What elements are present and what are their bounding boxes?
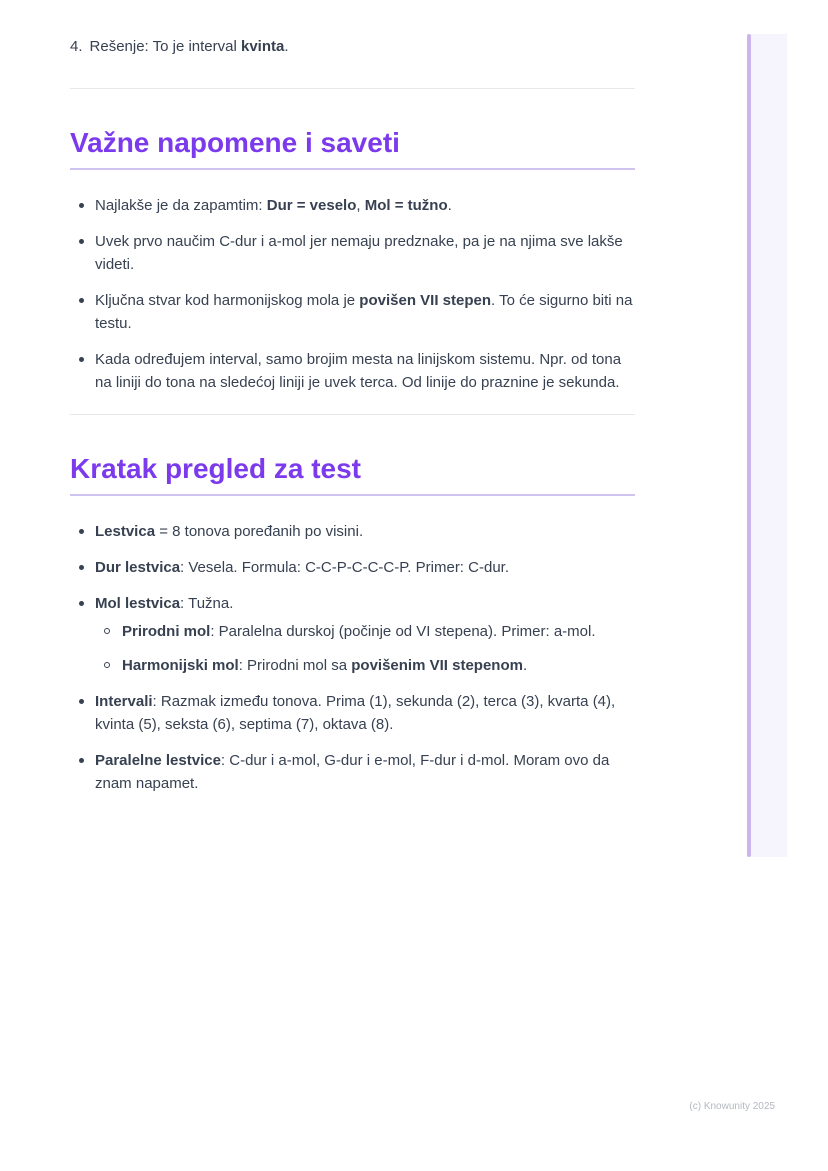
bold-text: Mol lestvica	[95, 595, 181, 612]
list-item	[70, 520, 635, 543]
text: Rešenje: To je interval	[89, 38, 241, 55]
scrollbar[interactable]	[747, 34, 787, 857]
bold-text: Dur = veselo	[266, 197, 357, 214]
list-item-text	[122, 623, 596, 640]
list-item-text	[95, 693, 615, 733]
list-item	[70, 592, 635, 677]
list-item-text	[90, 36, 289, 58]
scrollbar-track[interactable]	[751, 34, 787, 857]
text: : Razmak između tonova. Prima (1), sekunda (2), terca (3), kvarta (4), kvinta (5), seksta (6), septima (7), oktava (8).	[95, 693, 616, 733]
list-item	[70, 348, 635, 394]
text: .	[447, 197, 452, 214]
sub-list-item	[95, 654, 635, 677]
list-item	[70, 556, 635, 579]
bullet-list-notes	[70, 194, 635, 394]
bold-text: Lestvica	[95, 523, 156, 540]
bold-text: Harmonijski mol	[122, 657, 239, 674]
list-item-number: 4.	[70, 38, 83, 55]
text: ,	[356, 197, 365, 214]
bullet-list-review	[70, 520, 635, 795]
text: = 8 tonova poređanih po visini.	[155, 523, 364, 540]
text: : Paralelna durskoj (počinje od VI stepena). Primer: a-mol.	[210, 623, 596, 640]
list-item-text	[95, 559, 509, 576]
text: .	[284, 38, 289, 55]
list-item-text	[95, 595, 233, 612]
sub-list	[95, 620, 635, 677]
section-title-notes: Važne napomene i saveti	[70, 127, 635, 170]
bold-text: Intervali	[95, 693, 153, 710]
footer-credit: (c) Knowunity 2025	[689, 1101, 775, 1112]
section-title-review: Kratak pregled za test	[70, 453, 635, 496]
text: : Prirodni mol sa	[238, 657, 352, 674]
list-item	[70, 690, 635, 736]
list-item-text	[122, 657, 527, 674]
section-divider	[70, 414, 635, 415]
bold-text: Mol = tužno	[364, 197, 448, 214]
list-item-text	[95, 197, 452, 214]
text: Najlakše je da zapamtim:	[95, 197, 267, 214]
list-item	[70, 749, 635, 795]
list-item-text	[95, 523, 363, 540]
bold-text: povišenim VII stepenom	[351, 657, 523, 674]
bold-text: kvinta	[241, 38, 285, 55]
list-item	[70, 289, 635, 335]
text: Uvek prvo naučim C-dur i a-mol jer nemaju predznake, pa je na njima sve lakše videti.	[95, 233, 623, 273]
sub-list-item	[95, 620, 635, 643]
list-item-text	[95, 351, 621, 391]
text: Kada određujem interval, samo brojim mesta na linijskom sistemu. Npr. od tona na liniji do tona na sledećoj liniji je uvek terca. Od linije do praznine je sekunda.	[95, 351, 622, 391]
list-item-text	[95, 752, 609, 792]
list-item-text	[95, 292, 633, 332]
section-divider	[70, 88, 635, 89]
text: Ključna stvar kod harmonijskog mola je	[95, 292, 360, 309]
text: : C-dur i a-mol, G-dur i e-mol, F-dur i d-mol. Moram ovo da znam napamet.	[95, 752, 610, 792]
text: : Vesela. Formula: C-C-P-C-C-C-P. Primer: C-dur.	[180, 559, 509, 576]
page-content	[70, 0, 635, 795]
bold-text: Dur lestvica	[95, 559, 181, 576]
text: . To će sigurno biti na testu.	[95, 292, 633, 332]
bold-text: Paralelne lestvice	[95, 752, 221, 769]
list-item-text	[95, 233, 623, 273]
list-item	[70, 194, 635, 217]
bold-text: povišen VII stepen	[359, 292, 492, 309]
text: : Tužna.	[180, 595, 234, 612]
text: .	[522, 657, 528, 674]
numbered-list-item	[70, 36, 635, 58]
bold-text: Prirodni mol	[122, 623, 211, 640]
list-item	[70, 230, 635, 276]
